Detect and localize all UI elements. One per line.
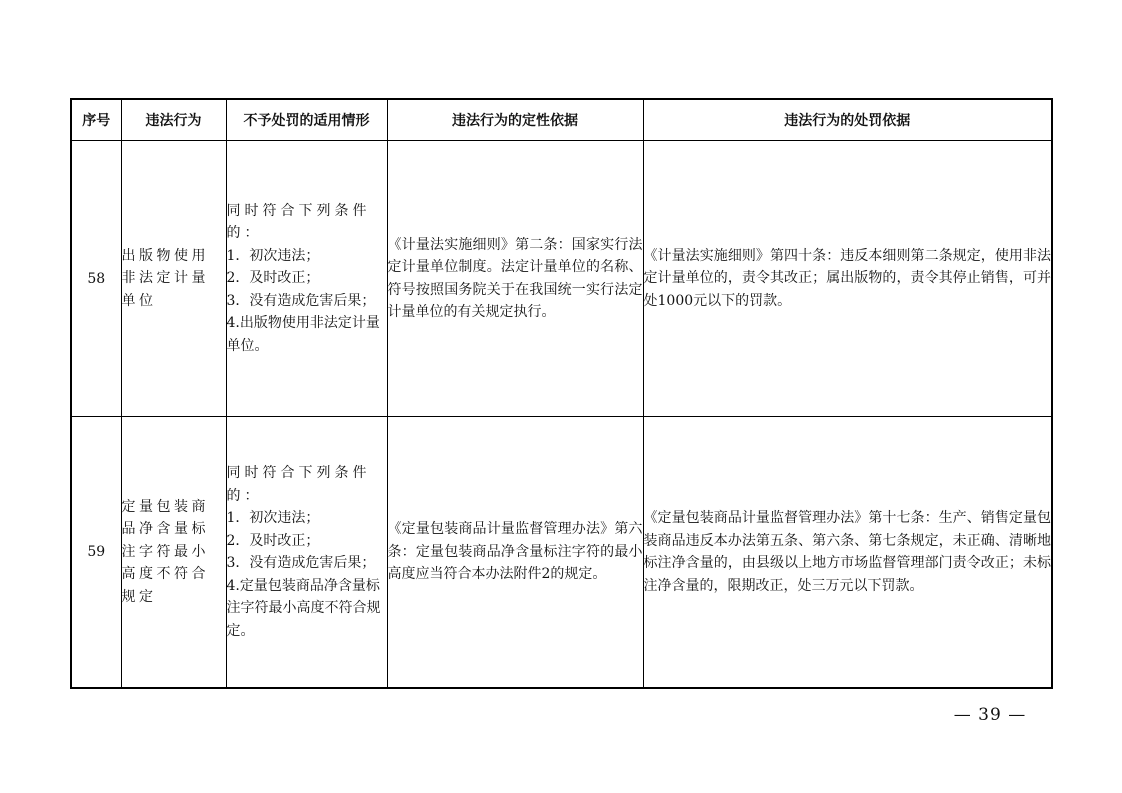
page-number: — 39 — (953, 705, 1027, 725)
header-basis: 违法行为的定性依据 (387, 99, 643, 141)
condition-line: 同时符合下列条件的： (226, 465, 371, 504)
table-row (71, 417, 1052, 689)
header-conditions: 不予处罚的适用情形 (226, 99, 387, 141)
header-penalty: 违法行为的处罚依据 (643, 99, 1052, 141)
row-number: 58 (71, 141, 121, 417)
header-act: 违法行为 (121, 99, 226, 141)
condition-line: 2．及时改正； (226, 270, 320, 287)
table-header-row (71, 99, 1052, 141)
row-number: 59 (71, 417, 121, 689)
exemption-conditions (226, 417, 387, 689)
penalty-basis: 《计量法实施细则》第四十条：违反本细则第二条规定，使用非法定计量单位的，责令其改正；属出版物的，责令其停止销售，可并处1000元以下的罚款。 (643, 141, 1052, 417)
legal-basis: 《计量法实施细则》第二条：国家实行法定计量单位制度。法定计量单位的名称、符号按照国务院关于在我国统一实行法定计量单位的有关规定执行。 (387, 141, 643, 417)
condition-line: 1．初次违法； (226, 510, 320, 526)
legal-basis: 《定量包装商品计量监督管理办法》第六条：定量包装商品净含量标注字符的最小高度应当符合本办法附件2的规定。 (387, 417, 643, 689)
violation-act: 定量包装商品净含量标注字符最小高度不符合规定 (121, 417, 226, 689)
header-no: 序号 (71, 99, 121, 141)
exemption-conditions (226, 141, 387, 417)
condition-line: 3．没有造成危害后果；4.出版物使用非法定计量单位。 (226, 292, 380, 354)
penalty-basis: 《定量包装商品计量监督管理办法》第十七条：生产、销售定量包装商品违反本办法第五条、第六条、第七条规定，未正确、清晰地标注净含量的，由县级以上地方市场监督管理部门责令改正；未标注净含量的，限期改正，处三万元以下罚款。 (643, 417, 1052, 689)
table-row (71, 141, 1052, 417)
violation-act: 出版物使用非法定计量单位 (121, 141, 226, 417)
condition-line: 2．及时改正； (226, 532, 320, 549)
condition-line: 1．初次违法； (226, 247, 320, 264)
condition-line: 3．没有造成危害后果；4.定量包装商品净含量标注字符最小高度不符合规定。 (226, 555, 381, 639)
condition-line: 同时符合下列条件的： (226, 202, 371, 242)
regulation-table (70, 98, 1053, 689)
